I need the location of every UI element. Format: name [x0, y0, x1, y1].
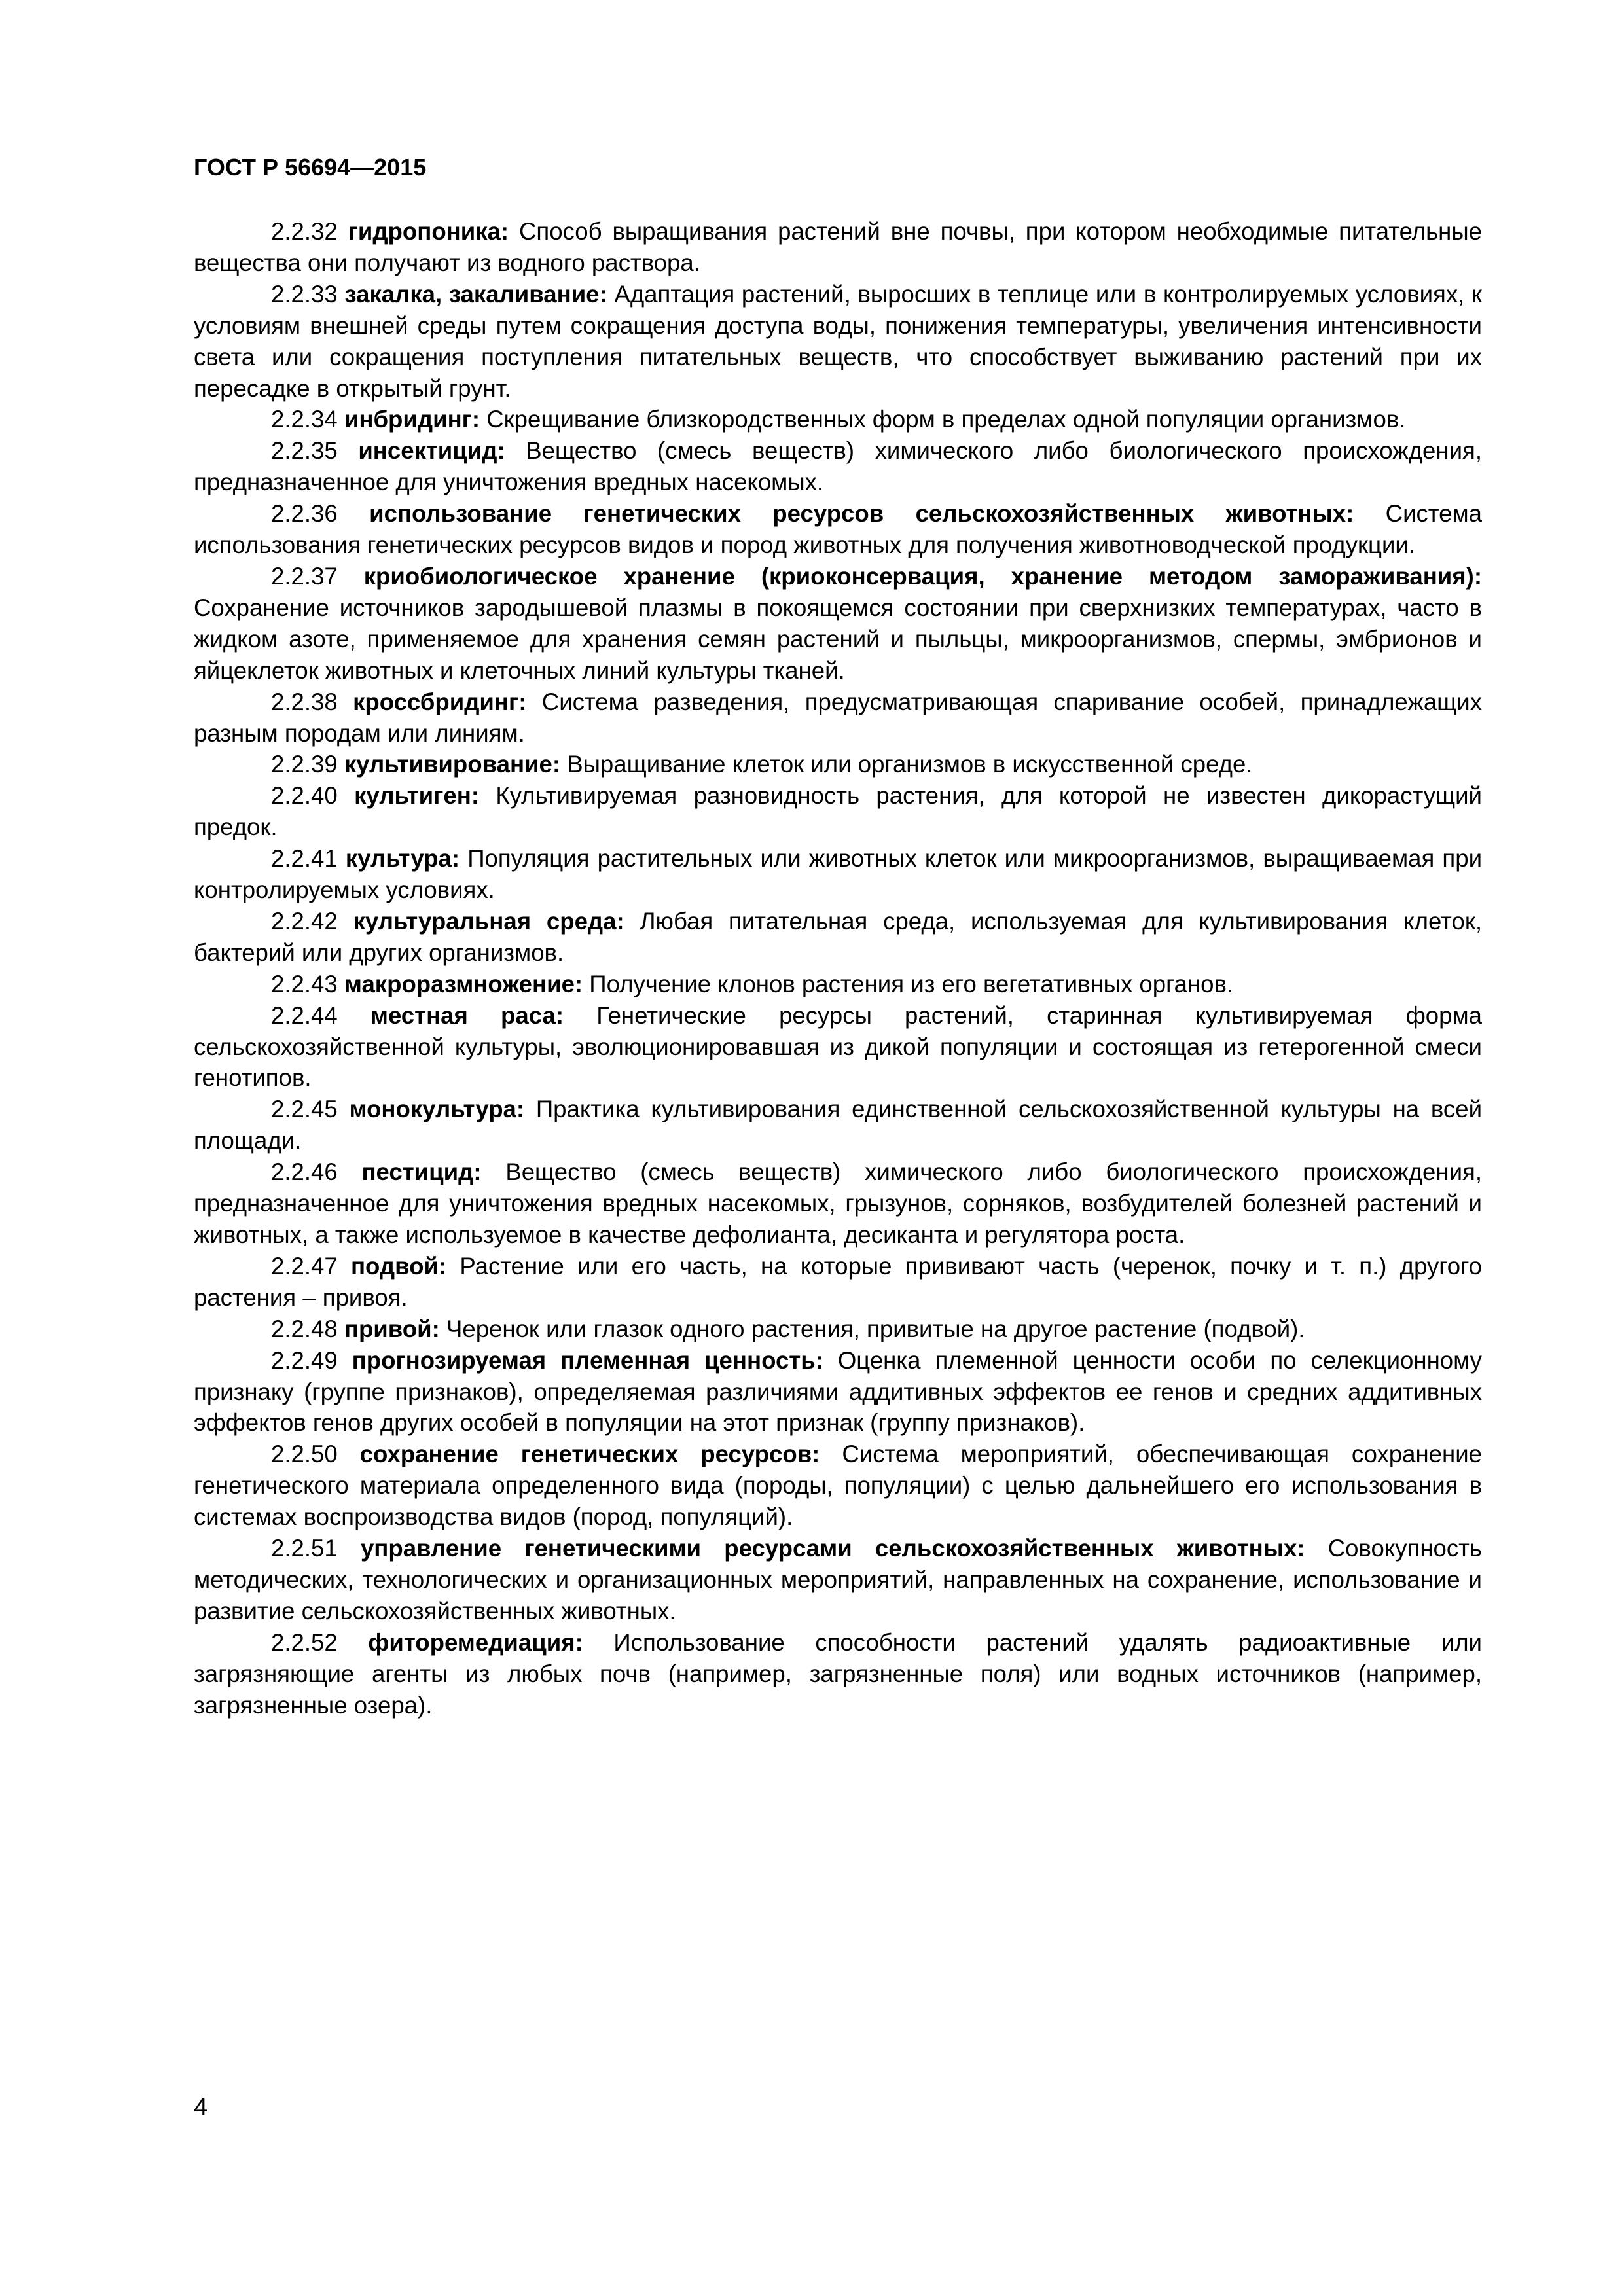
term-number: 2.2.45	[271, 1096, 338, 1123]
term-entry	[194, 561, 1482, 687]
term-entry	[194, 1627, 1482, 1721]
term-entry	[194, 843, 1482, 906]
term-entry	[194, 1314, 1482, 1345]
term-number: 2.2.34	[271, 406, 338, 433]
term-definition: Растение или его часть, на которые прививают часть (черенок, почку и т. п.) другого растения – привоя.	[194, 1252, 1482, 1311]
term-name: культивирование:	[344, 751, 561, 778]
term-entry	[194, 780, 1482, 843]
term-number: 2.2.46	[271, 1158, 338, 1186]
term-definition: Скрещивание близкородственных форм в пределах одной популяции организмов.	[486, 406, 1406, 433]
term-name: подвой:	[350, 1252, 447, 1280]
term-definition: Система разведения, предусматривающая спаривание особей, принадлежащих разным породам или линиям.	[194, 688, 1482, 747]
term-definition: Сохранение источников зародышевой плазмы в покоящемся состоянии при сверхнизких температурах, часто в жидком азоте, применяемое для хранения семян растений и пыльцы, микроорганизмов, спермы, эмбрионов и яйцеклеток животных и клеточных линий культуры тканей.	[194, 594, 1482, 684]
term-definition: Популяция растительных или животных клеток или микроорганизмов, выращиваемая при контролируемых условиях.	[194, 845, 1482, 904]
term-number: 2.2.44	[271, 1001, 338, 1029]
term-number: 2.2.35	[271, 437, 338, 465]
term-definition: Черенок или глазок одного растения, привитые на другое растение (подвой).	[446, 1315, 1305, 1342]
term-entry	[194, 1094, 1482, 1157]
term-definition: Вещество (смесь веществ) химического либо биологического происхождения, предназначенное для уничтожения вредных насекомых.	[194, 437, 1482, 496]
term-name: гидропоника:	[348, 218, 509, 245]
term-number: 2.2.51	[271, 1535, 338, 1562]
term-entry	[194, 1157, 1482, 1251]
term-number: 2.2.33	[271, 280, 338, 308]
term-name: управление генетическими ресурсами сельскохозяйственных животных:	[360, 1535, 1305, 1562]
term-definition: Культивируемая разновидность растения, для которой не известен дикорастущий предок.	[194, 782, 1482, 841]
term-entry	[194, 1533, 1482, 1627]
term-name: пестицид:	[361, 1158, 482, 1186]
term-number: 2.2.50	[271, 1441, 338, 1468]
term-name: культура:	[345, 845, 460, 872]
term-definition: Способ выращивания растений вне почвы, при котором необходимые питательные вещества они получают из водного раствора.	[194, 218, 1482, 276]
term-number: 2.2.48	[271, 1315, 338, 1342]
term-entry	[194, 906, 1482, 969]
term-entry	[194, 1439, 1482, 1533]
term-definition: Совокупность методических, технологических и организационных мероприятий, направленных на сохранение, использование и развитие сельскохозяйственных животных.	[194, 1535, 1482, 1624]
term-number: 2.2.43	[271, 970, 338, 997]
term-definition: Генетические ресурсы растений, старинная культивируемая форма сельскохозяйственной культуры, эволюционировавшая из дикой популяции и состоящая из гетерогенной смеси генотипов.	[194, 1001, 1482, 1092]
term-number: 2.2.42	[271, 907, 338, 935]
page-number: 4	[194, 2094, 208, 2121]
term-entry	[194, 1000, 1482, 1094]
term-definition: Получение клонов растения из его вегетативных органов.	[589, 970, 1234, 997]
term-name: фиторемедиация:	[368, 1628, 583, 1656]
term-name: монокультура:	[349, 1096, 525, 1123]
term-number: 2.2.38	[271, 688, 338, 715]
term-entry	[194, 279, 1482, 404]
term-number: 2.2.40	[271, 782, 338, 810]
term-definition: Вещество (смесь веществ) химического либо биологического происхождения, предназначенное для уничтожения вредных насекомых, грызунов, сорняков, возбудителей болезней растений и животных, а также используемое в качестве дефолианта, десиканта и регулятора роста.	[194, 1158, 1482, 1248]
term-number: 2.2.41	[271, 845, 338, 872]
document-header: ГОСТ Р 56694—2015	[194, 154, 427, 181]
term-entry	[194, 969, 1482, 1000]
term-definition: Любая питательная среда, используемая для культивирования клеток, бактерий или других организмов.	[194, 907, 1483, 966]
term-entry	[194, 1251, 1482, 1314]
term-entry	[194, 404, 1482, 435]
term-name: привой:	[344, 1315, 440, 1342]
term-definition: Использование способности растений удалять радиоактивные или загрязняющие агенты из любых почв (например, загрязненные поля) или водных источников (например, загрязненные озера).	[194, 1628, 1482, 1719]
term-name: инбридинг:	[344, 406, 480, 433]
term-entry	[194, 687, 1482, 749]
term-name: местная раса:	[370, 1001, 564, 1029]
term-definition: Адаптация растений, выросших в теплице или в контролируемых условиях, к условиям внешней среды путем сокращения доступа воды, понижения температуры, увеличения интенсивности света или сокращения поступления питательных веществ, что способствует выживанию растений при их пересадке в открытый грунт.	[194, 280, 1482, 402]
term-number: 2.2.47	[271, 1252, 338, 1280]
term-definition: Выращивание клеток или организмов в искусственной среде.	[567, 751, 1253, 778]
terms-list	[194, 216, 1482, 1721]
term-definition: Оценка племенной ценности особи по селекционному признаку (группе признаков), определяемая различиями аддитивных эффектов ее генов и средних аддитивных эффектов генов других особей в популяции на этот признак (группу признаков).	[194, 1346, 1482, 1437]
term-name: прогнозируемая племенная ценность:	[352, 1346, 823, 1374]
term-number: 2.2.39	[271, 751, 338, 778]
term-name: кроссбридинг:	[353, 688, 527, 715]
term-name: макроразмножение:	[344, 970, 583, 997]
term-number: 2.2.37	[271, 562, 338, 590]
term-entry	[194, 498, 1482, 561]
term-definition: Система мероприятий, обеспечивающая сохранение генетического материала определенного вида (породы, популяции) с целью дальнейшего его использования в системах воспроизводства видов (пород, популяций).	[194, 1441, 1482, 1531]
term-definition: Практика культивирования единственной сельскохозяйственной культуры на всей площади.	[194, 1096, 1482, 1155]
term-name: использование генетических ресурсов сельскохозяйственных животных:	[369, 500, 1354, 528]
term-entry	[194, 216, 1482, 279]
term-name: закалка, закаливание:	[344, 280, 607, 308]
term-entry	[194, 435, 1482, 498]
term-entry	[194, 749, 1482, 780]
term-definition: Система использования генетических ресурсов видов и пород животных для получения животноводческой продукции.	[194, 500, 1482, 559]
term-number: 2.2.52	[271, 1628, 338, 1656]
term-name: культуральная среда:	[353, 907, 624, 935]
term-name: инсектицид:	[358, 437, 505, 465]
term-name: сохранение генетических ресурсов:	[359, 1441, 820, 1468]
term-number: 2.2.49	[271, 1346, 338, 1374]
term-name: культиген:	[354, 782, 480, 810]
term-number: 2.2.36	[271, 500, 338, 528]
term-name: криобиологическое хранение (криоконсервация, хранение методом замораживания):	[363, 562, 1482, 590]
term-number: 2.2.32	[271, 218, 338, 245]
term-entry	[194, 1345, 1482, 1439]
